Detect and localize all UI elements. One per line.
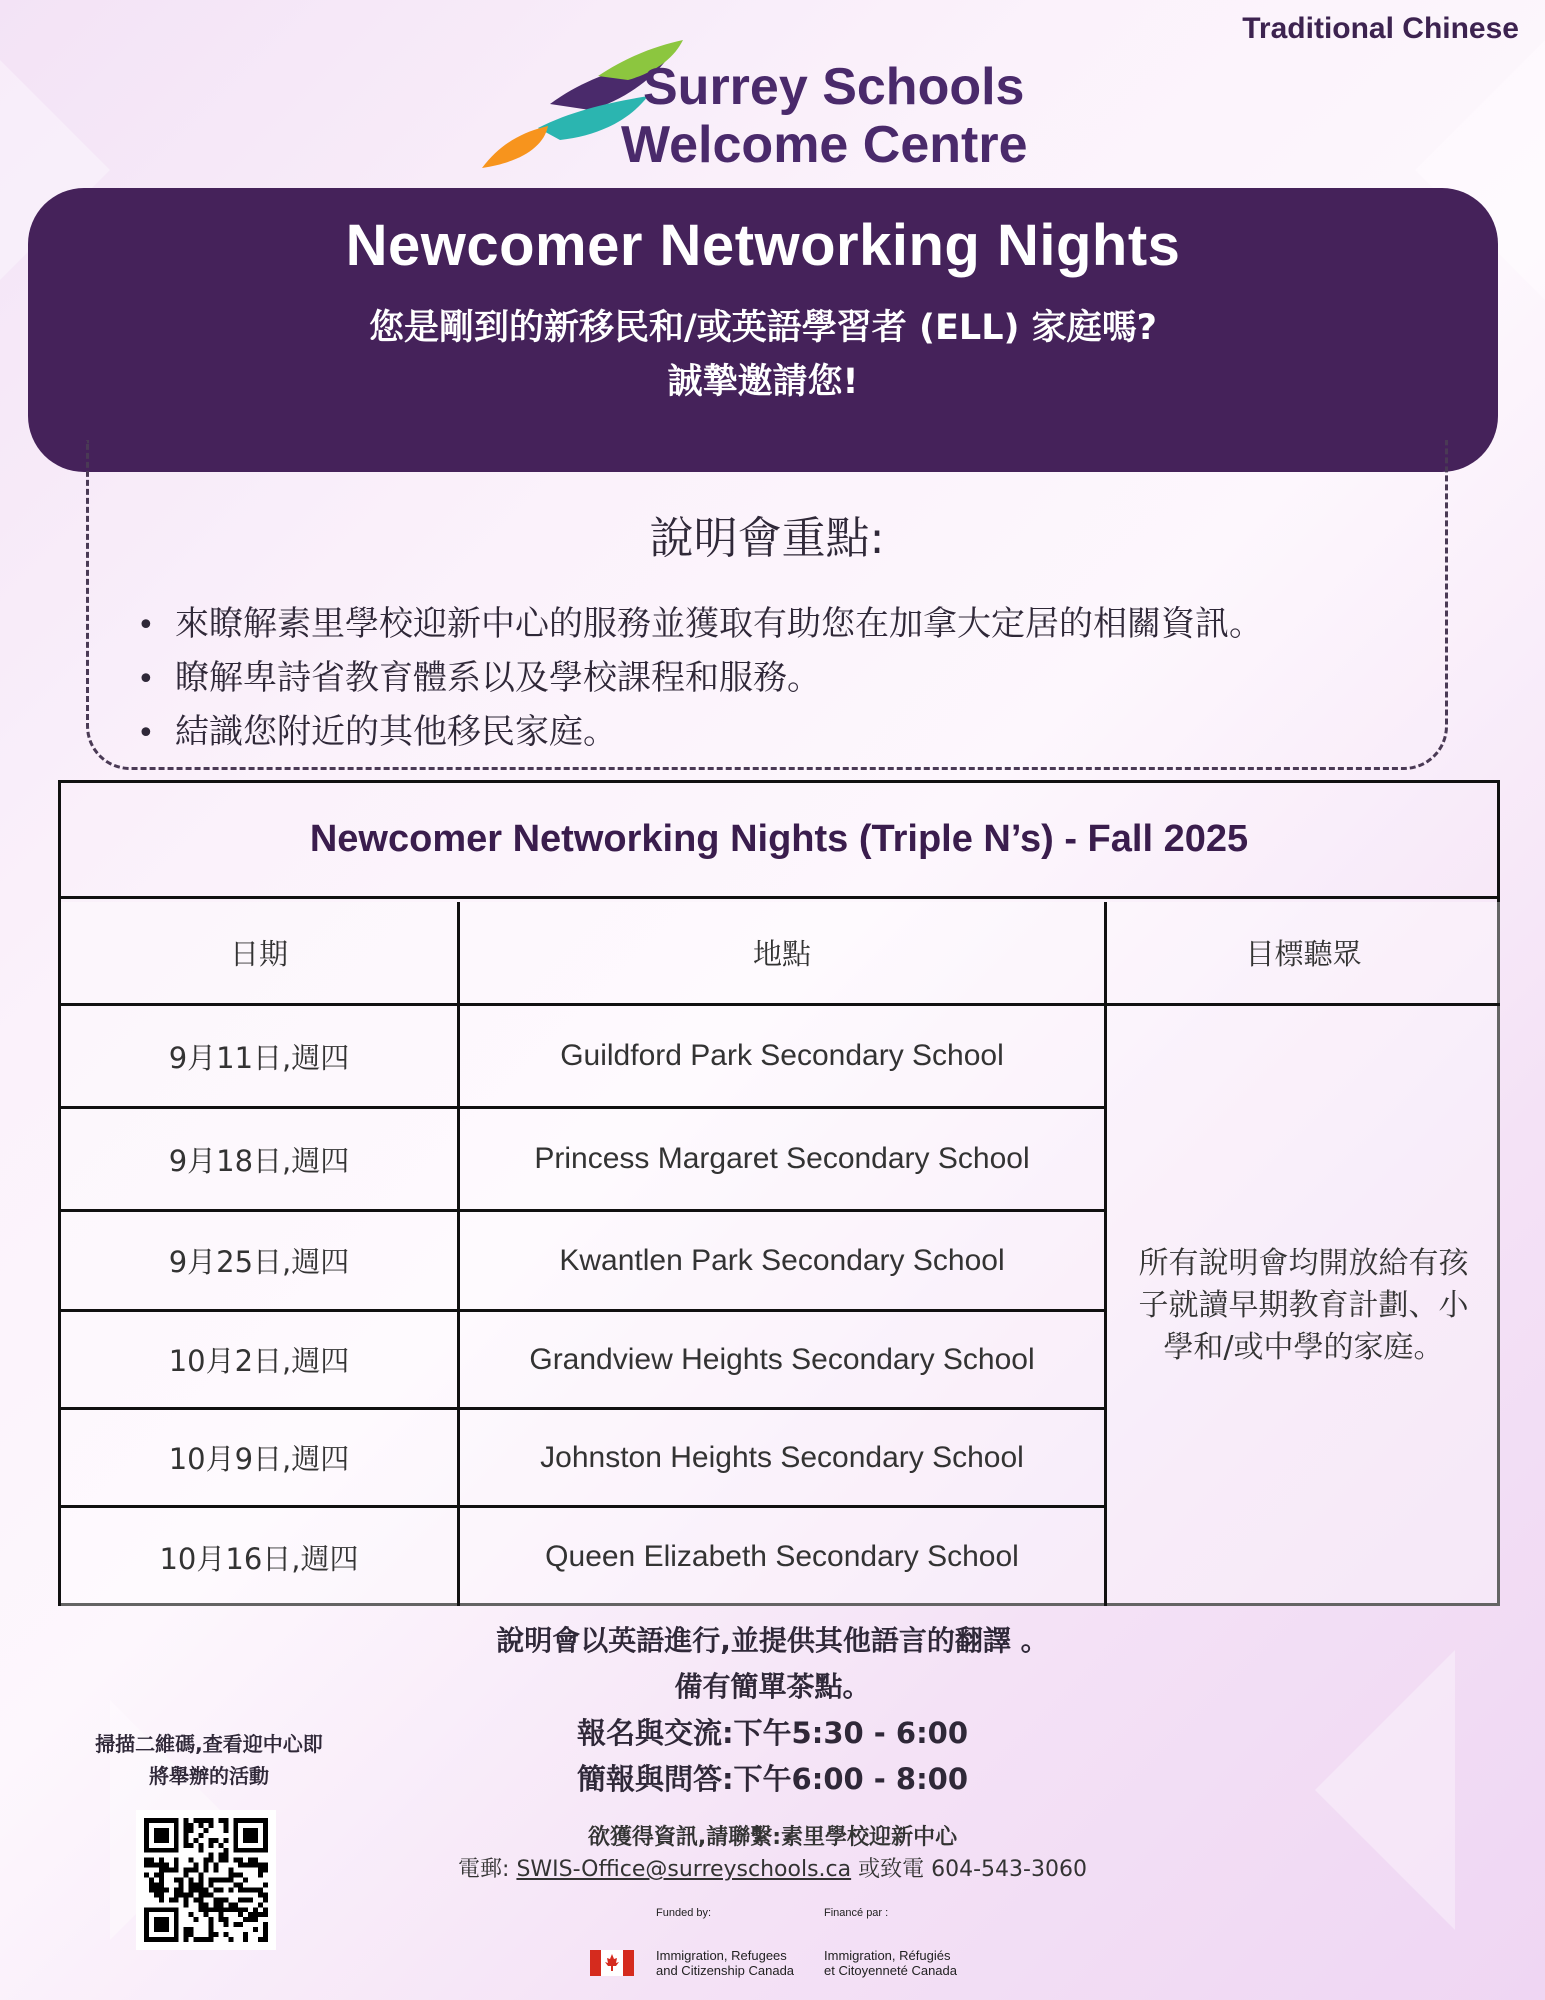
qr-caption-line-1: 掃描二維碼,查看迎中心即 (95, 1732, 323, 1756)
qr-code-icon (144, 1818, 268, 1942)
title-banner (28, 188, 1498, 472)
funded-by-label: Funded by: (656, 1907, 712, 1919)
venue-cell: Grandview Heights Secondary School (460, 1312, 1107, 1410)
email-label: 電郵: (458, 1857, 517, 1882)
highlight-item: • 來瞭解素里學校迎新中心的服務並獲取有助您在加拿大定居的相關資訊。 (137, 598, 1263, 652)
canada-flag-icon (590, 1950, 634, 1976)
highlights-list (137, 598, 1263, 760)
highlights-title: 說明會重點: (649, 513, 885, 564)
surrey-schools-logo (478, 36, 1078, 176)
audience-cell: 所有說明會均開放給有孩子就讀早期教育計劃、小學和/或中學的家庭。 (1107, 1006, 1500, 1606)
logo-line-1: Surrey Schools (643, 58, 1025, 116)
email-link[interactable]: SWIS-Office@surreyschools.ca (516, 1857, 852, 1882)
header-venue: 地點 (460, 902, 1107, 1006)
date-cell: 10月16日,週四 (61, 1508, 460, 1606)
qr-code[interactable] (136, 1810, 276, 1950)
venue-cell: Princess Margaret Secondary School (460, 1109, 1107, 1212)
highlights-box (86, 440, 1448, 770)
ircc-en-line-2: and Citizenship Canada (656, 1963, 795, 1978)
ircc-fr-line-2: et Citoyenneté Canada (824, 1963, 957, 1978)
date-cell: 9月25日,週四 (61, 1212, 460, 1312)
highlight-item: • 結識您附近的其他移民家庭。 (137, 706, 1263, 760)
contact-line: 欲獲得資訊,請聯繫:素里學校迎新中心 (587, 1825, 958, 1850)
registration-time: 報名與交流:下午5:30 - 6:00 (576, 1716, 969, 1750)
date-cell: 9月18日,週四 (61, 1109, 460, 1212)
date-cell: 9月11日,週四 (61, 1006, 460, 1109)
finance-par-label: Financé par : (824, 1907, 889, 1919)
venue-cell: Kwantlen Park Secondary School (460, 1212, 1107, 1312)
refreshments-note: 備有簡單茶點。 (674, 1670, 871, 1703)
presentation-time: 簡報與問答:下午6:00 - 8:00 (576, 1762, 969, 1796)
language-note: 說明會以英語進行,並提供其他語言的翻譯 。 (496, 1624, 1049, 1657)
header-date: 日期 (61, 902, 460, 1006)
ircc-name-fr (824, 1948, 957, 1978)
schedule-title: Newcomer Networking Nights (Triple N’s) - Fall 2025 (61, 783, 1497, 899)
qr-caption-line-2: 將舉辦的活動 (149, 1764, 269, 1788)
logo-line-2: Welcome Centre (621, 116, 1028, 174)
venue-cell: Queen Elizabeth Secondary School (460, 1508, 1107, 1606)
ircc-name-en (656, 1948, 794, 1978)
ircc-fr-line-1: Immigration, Réfugiés (824, 1948, 951, 1963)
language-tag: Traditional Chinese (1242, 12, 1519, 45)
banner-title: Newcomer Networking Nights (345, 213, 1181, 278)
highlight-item: • 瞭解卑詩省教育體系以及學校課程和服務。 (137, 652, 1263, 706)
date-cell: 10月9日,週四 (61, 1410, 460, 1508)
qr-caption (54, 1728, 364, 1792)
date-cell: 10月2日,週四 (61, 1312, 460, 1410)
banner-subtitle-2: 誠摯邀請您! (667, 362, 859, 402)
header-audience: 目標聽眾 (1107, 902, 1500, 1006)
venue-cell: Johnston Heights Secondary School (460, 1410, 1107, 1508)
banner-subtitle-1: 您是剛到的新移民和/或英語學習者 (ELL) 家庭嗎? (369, 308, 1157, 348)
venue-cell: Guildford Park Secondary School (460, 1006, 1107, 1109)
phone-text: 或致電 604-543-3060 (851, 1857, 1087, 1882)
ircc-en-line-1: Immigration, Refugees (656, 1948, 787, 1963)
schedule-table (58, 780, 1500, 1606)
